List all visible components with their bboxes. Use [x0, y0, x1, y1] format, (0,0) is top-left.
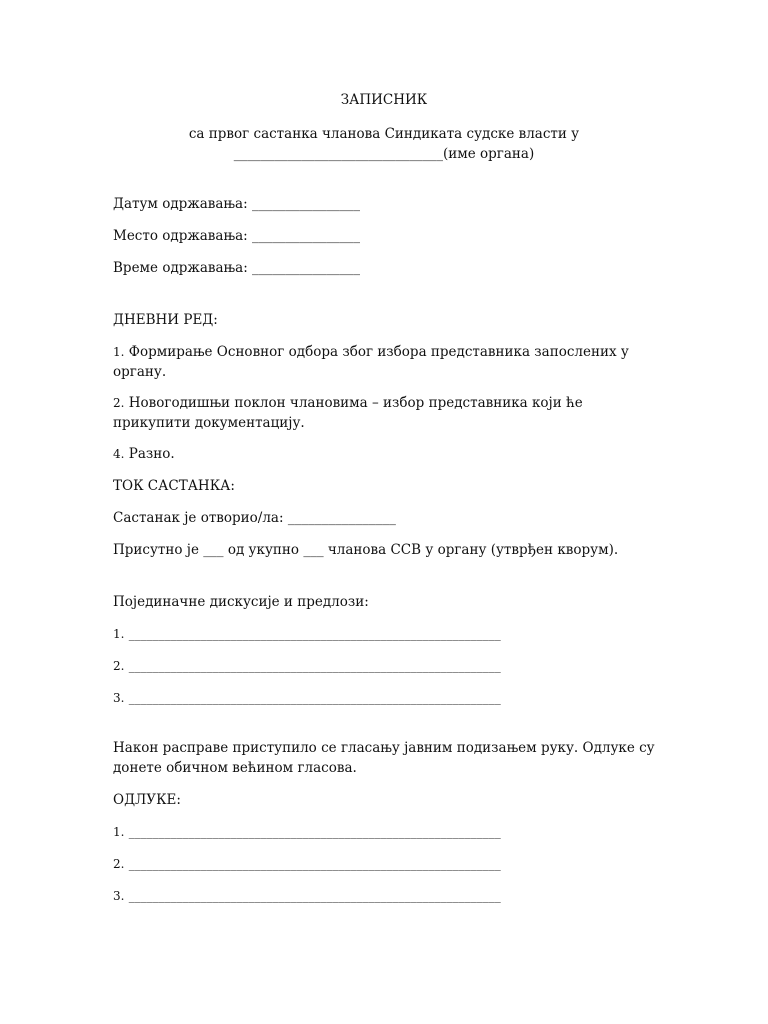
discussion-blank: ______________________________________________________________ — [128, 659, 501, 673]
decision-number: 1. — [113, 825, 125, 839]
date-field — [113, 194, 658, 214]
total-count-blank: ___ — [303, 542, 324, 558]
decision-line — [113, 822, 658, 842]
attendance-line — [113, 540, 658, 560]
date-label: Датум одржавања: — [113, 196, 248, 212]
decision-number: 3. — [113, 889, 125, 903]
agenda-heading: ДНЕВНИ РЕД: — [113, 312, 218, 328]
decision-line — [113, 854, 658, 874]
agenda-item-number: 2. — [113, 396, 125, 410]
subtitle-line-1: са првог састанка чланова Синдиката судске власти у — [188, 126, 580, 142]
time-field — [113, 258, 658, 278]
discussion-line — [113, 688, 658, 708]
organ-name-hint: (име органа) — [442, 146, 535, 162]
attendance-text: Присутно је — [113, 542, 199, 558]
agenda-item-text: Новогодишњи поклон члановима – избор представника који ће прикупити документацију. — [113, 395, 583, 431]
time-blank: ________________ — [252, 260, 361, 276]
voting-paragraph: Након расправе приступило се гласању јавним подизањем руку. Одлуке су донете обичном већином гласова. — [113, 740, 655, 776]
discussion-number: 3. — [113, 691, 125, 705]
place-blank: ________________ — [251, 228, 360, 244]
agenda-item-number: 4. — [113, 447, 125, 461]
agenda-item — [113, 444, 658, 464]
agenda-item-number: 1. — [113, 345, 125, 359]
attendance-text: од укупно — [227, 542, 300, 558]
present-count-blank: ___ — [203, 542, 224, 558]
decision-line — [113, 886, 658, 906]
decision-number: 2. — [113, 857, 125, 871]
opened-by-label: Састанак је отворио/ла: — [113, 510, 284, 526]
decision-blank: ______________________________________________________________ — [128, 857, 501, 871]
discussion-blank: ______________________________________________________________ — [128, 691, 501, 705]
agenda-item-text: Разно. — [128, 446, 175, 462]
discussion-number: 1. — [113, 627, 125, 641]
discussion-line — [113, 624, 658, 644]
meeting-heading: ТОК САСТАНКА: — [113, 478, 235, 494]
attendance-text: чланова ССВ у органу (утврђен кворум). — [327, 542, 619, 558]
date-blank: ________________ — [251, 196, 360, 212]
decision-blank: ______________________________________________________________ — [128, 889, 501, 903]
opened-by-field — [113, 508, 658, 528]
document-subtitle — [0, 124, 768, 164]
decisions-heading: ОДЛУКЕ: — [113, 792, 181, 808]
place-field — [113, 226, 658, 246]
time-label: Време одржавања: — [113, 260, 248, 276]
agenda-item-text: Формирање Основног одбора због избора представника запослених у органу. — [113, 344, 629, 380]
discussion-number: 2. — [113, 659, 125, 673]
agenda-item — [113, 342, 658, 382]
discussion-blank: ______________________________________________________________ — [128, 627, 501, 641]
opened-by-blank: ________________ — [287, 510, 396, 526]
place-label: Место одржавања: — [113, 228, 248, 244]
discussion-line — [113, 656, 658, 676]
organ-name-blank: _______________________________ — [233, 146, 443, 162]
agenda-item — [113, 393, 658, 433]
discussions-heading: Појединачне дискусије и предлози: — [113, 594, 369, 610]
decision-blank: ______________________________________________________________ — [128, 825, 501, 839]
document-title: ЗАПИСНИК — [340, 92, 428, 108]
